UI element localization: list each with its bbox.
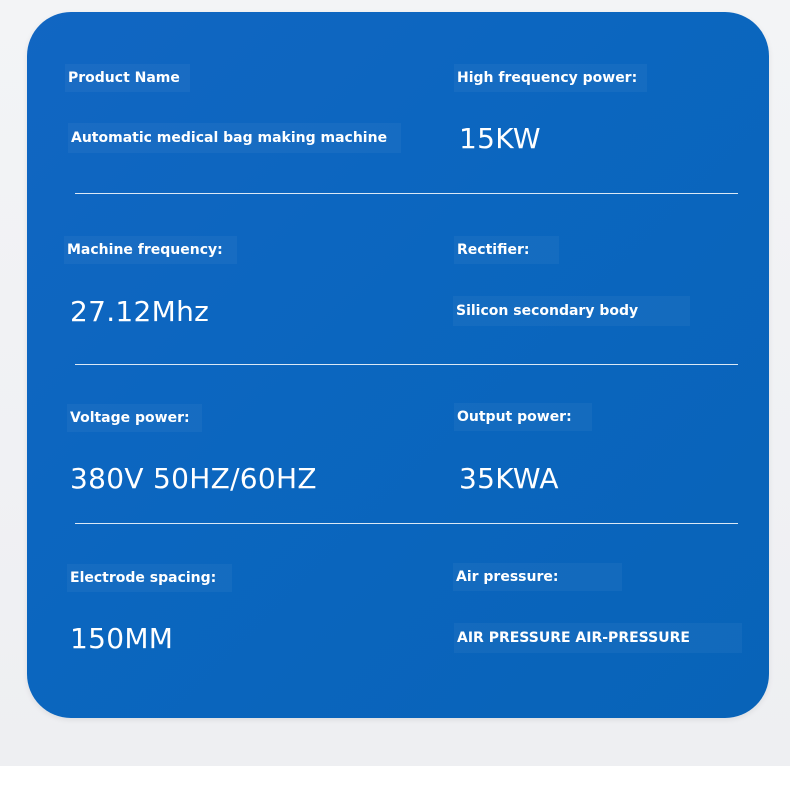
machine-frequency-value: 27.12Mhz bbox=[70, 295, 210, 328]
air-pressure-value: AIR PRESSURE AIR-PRESSURE bbox=[454, 623, 742, 653]
product-name-value: Automatic medical bag making machine bbox=[68, 123, 401, 153]
output-power-label: Output power: bbox=[454, 403, 592, 431]
air-pressure-label: Air pressure: bbox=[453, 563, 622, 591]
high-frequency-power-label: High frequency power: bbox=[454, 64, 647, 92]
rectifier-value: Silicon secondary body bbox=[453, 296, 690, 326]
machine-frequency-label: Machine frequency: bbox=[64, 236, 237, 264]
voltage-power-label: Voltage power: bbox=[67, 404, 202, 432]
row-divider-3 bbox=[75, 523, 738, 524]
row-divider-1 bbox=[75, 193, 738, 194]
row-divider-2 bbox=[75, 364, 738, 365]
output-power-value: 35KWA bbox=[459, 462, 559, 495]
spec-panel bbox=[27, 12, 769, 718]
voltage-power-value: 380V 50HZ/60HZ bbox=[70, 462, 317, 495]
rectifier-label: Rectifier: bbox=[454, 236, 559, 264]
electrode-spacing-value: 150MM bbox=[70, 622, 174, 655]
electrode-spacing-label: Electrode spacing: bbox=[67, 564, 232, 592]
product-name-label: Product Name bbox=[65, 64, 190, 92]
high-frequency-power-value: 15KW bbox=[459, 122, 541, 155]
